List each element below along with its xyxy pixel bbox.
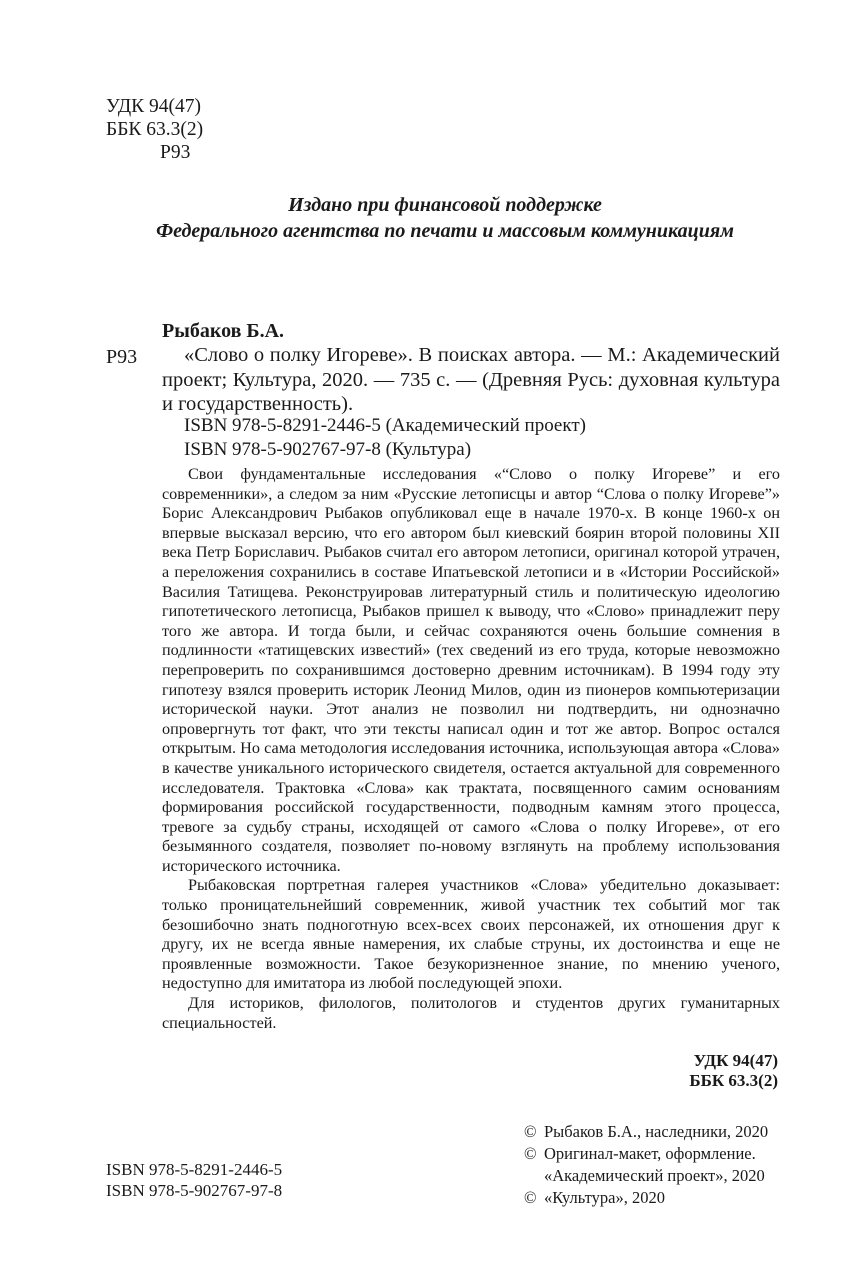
copyright-text-2-continued: «Академический проект», 2020 bbox=[544, 1166, 765, 1185]
copyright-line-1 bbox=[524, 1121, 768, 1143]
udk-code: УДК 94(47) bbox=[106, 96, 202, 117]
copyright-icon: © bbox=[524, 1122, 537, 1141]
support-notice-line2: Федерального агентства по печати и массовым коммуникациям bbox=[156, 220, 734, 242]
copyright-text-1: Рыбаков Б.А., наследники, 2020 bbox=[544, 1122, 769, 1141]
annotation-paragraph-3: Для историков, филологов, политологов и студентов других гуманитарных специальностей. bbox=[162, 994, 780, 1032]
catalog-code: Р93 bbox=[106, 346, 138, 368]
copyright-text-3: «Культура», 2020 bbox=[544, 1188, 665, 1207]
catalog-author: Рыбаков Б.А. bbox=[162, 320, 285, 342]
catalog-isbn-1: ISBN 978-5-8291-2446-5 (Академический проект) bbox=[184, 415, 586, 436]
copyright-line-2 bbox=[524, 1143, 768, 1165]
bbk-code: ББК 63.3(2) bbox=[106, 119, 204, 140]
copyright-text-2: Оригинал-макет, оформление. bbox=[544, 1144, 756, 1163]
author-mark: Р93 bbox=[160, 142, 191, 163]
support-notice bbox=[60, 192, 830, 244]
bottom-udk: УДК 94(47) bbox=[693, 1051, 778, 1070]
copyright-icon: © bbox=[524, 1144, 537, 1163]
bottom-bbk: ББК 63.3(2) bbox=[689, 1071, 778, 1090]
copyright-line-3 bbox=[524, 1187, 768, 1209]
bottom-isbn-list bbox=[106, 1159, 282, 1201]
copyright-block bbox=[524, 1121, 768, 1209]
copyright-icon: © bbox=[524, 1188, 537, 1207]
catalog-isbn-list bbox=[184, 414, 586, 462]
bottom-classification bbox=[560, 1051, 778, 1091]
annotation-paragraph-2: Рыбаковская портретная галерея участников «Слова» убедительно доказывает: только проницательнейший современник, живой участник тех событий мог так безошибочно знать подноготную всех-всех своих персонажей, их отношения друг к другу, их не всегда явные намерения, их слабые струны, их достоинства и еще не проявленные возможности. Такое безукоризненное знание, по мнению ученого, недоступно для имитатора из любой последующей эпохи. bbox=[162, 876, 780, 993]
annotation bbox=[162, 465, 780, 1033]
bottom-isbn-2: ISBN 978-5-902767-97-8 bbox=[106, 1181, 283, 1200]
support-notice-line1: Издано при финансовой поддержке bbox=[288, 194, 602, 216]
bibliographic-description: «Слово о полку Игореве». В поисках автора. — М.: Академический проект; Культура, 2020. — 735 с. — (Древняя Русь: духовная культура и государственность). bbox=[162, 344, 780, 415]
bottom-isbn-1: ISBN 978-5-8291-2446-5 bbox=[106, 1160, 283, 1179]
annotation-paragraph-1: Свои фундаментальные исследования «“Слово о полку Игореве” и его современники», а следом за ним «Русские летописцы и автор “Слова о полку Игореве”» Борис Александрович Рыбаков опубликовал еще в начале 1970-х. В конце 1960-х он впервые высказал версию, что его автором был киевский боярин второй половины XII века Петр Бориславич. Рыбаков считал его автором летописи, оригинал которой утрачен, а переложения сохранились в составе Ипатьевской летописи и в «Истории Российской» Василия Татищева. Реконструировав литературный стиль и политическую идеологию гипотетического летописца, Рыбаков пришел к выводу, что «Слово» принадлежит перу того же автора. И тогда были, и сейчас сохраняются очень большие сомнения в подлинности «татищевских известий» (тех сведений из его труда, которые невозможно перепроверить по сохранившимся достоверно древним источникам). В 1994 году эту гипотезу взялся проверить историк Леонид Милов, один из пионеров компьютеризации исторической науки. Этот анализ не позволил ни подтвердить, ни однозначно опровергнуть тот факт, что эти тексты написал один и тот же автор. Вопрос остался открытым. Но сама методология исследования источника, использующая автора «Слова» в качестве уникального исторического свидетеля, остается актуальной для современного исследователя. Трактовка «Слова» как трактата, посвященного самим основаниям формирования российской государственности, подводным камням этого процесса, тревоге за судьбу страны, исходящей от самого «Слова о полку Игореве», от его безымянного создателя, позволяет по-новому взглянуть на проблему использования исторического источника. bbox=[162, 465, 780, 875]
catalog-isbn-2: ISBN 978-5-902767-97-8 (Культура) bbox=[184, 439, 472, 460]
